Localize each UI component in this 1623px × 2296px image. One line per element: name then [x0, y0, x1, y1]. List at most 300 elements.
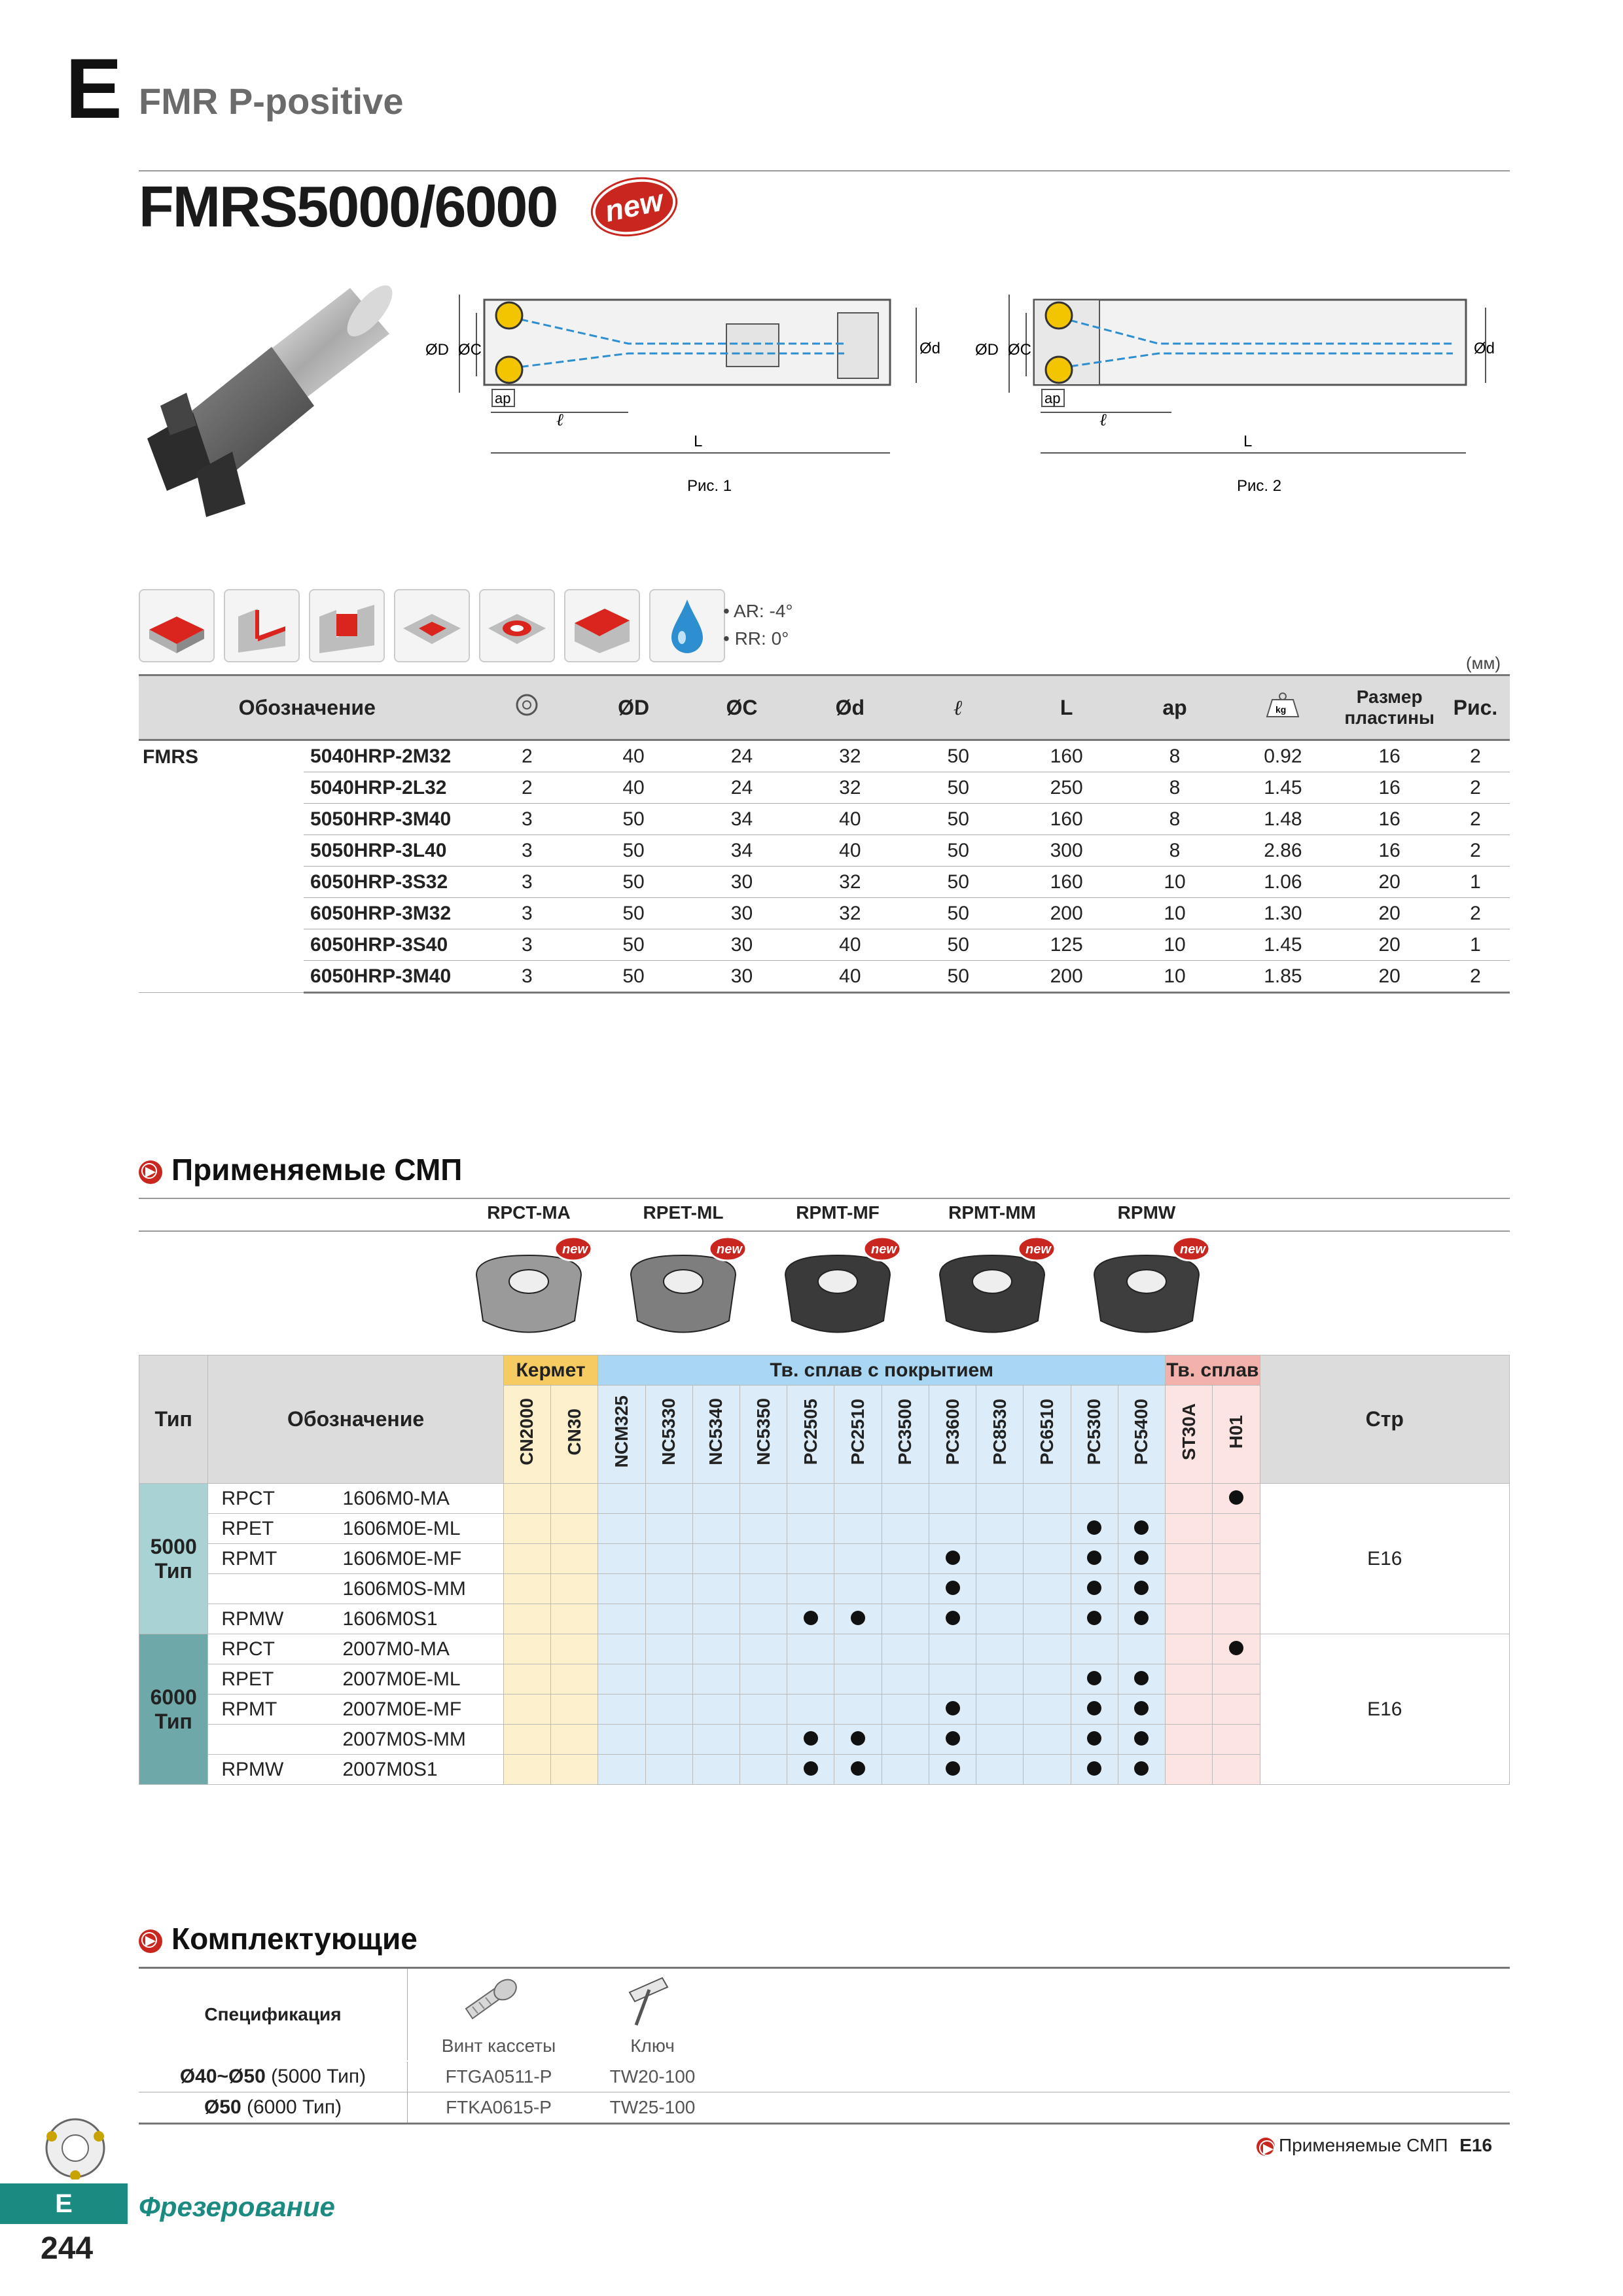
grade-cell — [692, 1544, 740, 1574]
page-number: 244 — [41, 2231, 94, 2266]
spec-cell-size: 16 — [1338, 835, 1441, 867]
grade-cell — [503, 1755, 550, 1785]
spec-cell-C: 34 — [688, 804, 795, 835]
grade-cell — [740, 1574, 787, 1604]
grade-cell — [1024, 1484, 1071, 1514]
spec-cell-D: 50 — [579, 867, 688, 898]
spec-cell-C: 24 — [688, 772, 795, 804]
grade-cell — [645, 1574, 692, 1604]
grade-cell — [1024, 1664, 1071, 1695]
availability-dot — [946, 1611, 960, 1625]
insert-image — [1075, 1229, 1219, 1347]
insert-code: 2007M0S1 — [329, 1755, 503, 1785]
spec-row — [139, 835, 1510, 867]
grade-name: ST30A — [1178, 1403, 1199, 1461]
grade-cell — [503, 1514, 550, 1544]
grade-cell — [692, 1755, 740, 1785]
spec-cell-kg: 1.30 — [1228, 898, 1338, 929]
spec-cell-L: 250 — [1012, 772, 1122, 804]
grade-header — [1166, 1386, 1213, 1484]
group-carbide: Тв. сплав — [1166, 1355, 1260, 1386]
grade-cell — [882, 1634, 929, 1664]
availability-dot — [1087, 1611, 1101, 1625]
spec-cell-l: 50 — [905, 898, 1012, 929]
col-L: L — [1012, 675, 1122, 740]
group-cermet: Кермет — [503, 1355, 597, 1386]
insert-image — [611, 1229, 755, 1347]
grade-cell — [976, 1725, 1024, 1755]
grade-cell — [740, 1544, 787, 1574]
col-weight — [1228, 675, 1338, 740]
insert-name: RPMT-MF — [796, 1202, 880, 1223]
availability-dot — [1087, 1671, 1101, 1685]
grade-cell — [1071, 1574, 1118, 1604]
availability-dot — [1087, 1731, 1101, 1746]
grade-cell — [976, 1574, 1024, 1604]
grade-cell — [740, 1695, 787, 1725]
grade-cell — [692, 1604, 740, 1634]
spec-cell-kg: 0.92 — [1228, 740, 1338, 772]
grade-cell — [787, 1695, 834, 1725]
arrow-circle-icon — [1257, 2138, 1275, 2156]
availability-dot — [851, 1761, 865, 1776]
spec-cell-l: 50 — [905, 804, 1012, 835]
spec-cell-D: 50 — [579, 929, 688, 961]
fig2-label-d: Ød — [1474, 340, 1495, 357]
col-insert-size: Размер пластины — [1338, 675, 1441, 740]
grade-header — [551, 1386, 598, 1484]
grade-name: NC5340 — [705, 1398, 726, 1465]
spec-cell-C: 30 — [688, 961, 795, 993]
grade-cell — [834, 1755, 882, 1785]
grade-cell — [882, 1604, 929, 1634]
insert-code: 2007M0E-MF — [329, 1695, 503, 1725]
grade-cell — [1024, 1574, 1071, 1604]
grade-cell — [1071, 1725, 1118, 1755]
availability-dot — [1134, 1761, 1149, 1776]
spec-cell-size: 16 — [1338, 740, 1441, 772]
section-letter: E — [65, 41, 122, 136]
spec-cell-z: 3 — [476, 929, 579, 961]
spec-cell-size: 20 — [1338, 898, 1441, 929]
footer-section-name: Фрезерование — [139, 2191, 335, 2222]
grade-cell — [1166, 1755, 1213, 1785]
grade-cell — [1071, 1514, 1118, 1544]
screw-code: FTGA0511-P — [445, 2066, 552, 2087]
insert-family: RPMW — [208, 1755, 330, 1785]
spec-cell-d: 40 — [795, 961, 905, 993]
spec-row — [139, 898, 1510, 929]
grade-cell — [929, 1755, 976, 1785]
fig1-label-ap: ap — [495, 390, 511, 406]
grade-cell — [882, 1755, 929, 1785]
grade-cell — [1118, 1484, 1165, 1514]
col-d: Ød — [795, 675, 905, 740]
grade-cell — [1213, 1634, 1260, 1664]
insert-code: 1606M0E-ML — [329, 1514, 503, 1544]
grade-header — [976, 1386, 1024, 1484]
grade-cell — [645, 1544, 692, 1574]
grade-cell — [551, 1755, 598, 1785]
spec-cell-d: 40 — [795, 804, 905, 835]
grade-cell — [834, 1514, 882, 1544]
grade-cell — [692, 1725, 740, 1755]
grade-name: PC3500 — [895, 1398, 916, 1465]
applicability-table — [139, 1355, 1510, 1785]
availability-dot — [946, 1731, 960, 1746]
grade-cell — [882, 1544, 929, 1574]
grade-cell — [598, 1634, 645, 1664]
insert-code: 2007M0S-MM — [329, 1725, 503, 1755]
grade-cell — [1071, 1604, 1118, 1634]
grade-cell — [1166, 1634, 1213, 1664]
grade-cell — [787, 1604, 834, 1634]
grade-header — [692, 1386, 740, 1484]
insert-item — [452, 1203, 606, 1354]
insert-family: RPMT — [208, 1544, 330, 1574]
grade-cell — [1213, 1755, 1260, 1785]
availability-dot — [1134, 1701, 1149, 1715]
spec-cell-kg: 1.85 — [1228, 961, 1338, 993]
grade-name: NCM325 — [611, 1395, 632, 1468]
availability-dot — [804, 1611, 818, 1625]
grade-cell — [503, 1725, 550, 1755]
grade-cell — [692, 1514, 740, 1544]
availability-dot — [946, 1701, 960, 1715]
grade-cell — [1118, 1695, 1165, 1725]
col-teeth — [476, 675, 579, 740]
grade-cell — [834, 1695, 882, 1725]
insert-gallery — [452, 1203, 1276, 1354]
type-label: 6000 Тип — [139, 1634, 208, 1785]
availability-dot — [1087, 1551, 1101, 1565]
grade-cell — [1071, 1484, 1118, 1514]
insert-item — [915, 1203, 1069, 1354]
grade-cell — [1213, 1574, 1260, 1604]
product-photo — [134, 275, 442, 537]
fig2-label-l: ℓ — [1099, 410, 1107, 429]
spec-cell-D: 50 — [579, 898, 688, 929]
accessories-heading — [139, 1921, 418, 1956]
angle-rr: • RR: 0° — [723, 628, 789, 649]
grade-cell — [787, 1755, 834, 1785]
grade-name: PC8530 — [989, 1398, 1010, 1465]
col-spec: Спецификация — [139, 1969, 408, 2060]
grade-cell — [645, 1514, 692, 1544]
grade-header — [598, 1386, 645, 1484]
spec-cell-L: 200 — [1012, 961, 1122, 993]
grade-cell — [1024, 1725, 1071, 1755]
insert-code: 1606M0S1 — [329, 1604, 503, 1634]
grade-cell — [598, 1725, 645, 1755]
grade-cell — [1213, 1484, 1260, 1514]
spec-cell-fig: 2 — [1441, 898, 1510, 929]
pocketing-icon — [394, 589, 470, 662]
arrow-circle-icon — [139, 1929, 162, 1953]
insert-item — [760, 1203, 915, 1354]
grade-cell — [692, 1695, 740, 1725]
spec-cell-code: 6050HRP-3M32 — [304, 898, 476, 929]
drawing-fig2 — [969, 281, 1512, 497]
grade-cell — [740, 1604, 787, 1634]
insert-family: RPCT — [208, 1484, 330, 1514]
grade-name: H01 — [1225, 1414, 1246, 1449]
col-screw: Винт кассеты — [441, 2036, 556, 2056]
grade-header — [1213, 1386, 1260, 1484]
spec-cell-l: 50 — [905, 835, 1012, 867]
grade-cell — [882, 1695, 929, 1725]
spec-cell-z: 2 — [476, 740, 579, 772]
availability-dot — [851, 1611, 865, 1625]
grade-cell — [882, 1664, 929, 1695]
grade-cell — [598, 1484, 645, 1514]
inserts-divider — [139, 1198, 1510, 1199]
spec-cell-ap: 10 — [1122, 867, 1228, 898]
insert-row — [139, 1484, 1510, 1514]
spec-row — [139, 929, 1510, 961]
spec-cell-z: 3 — [476, 961, 579, 993]
key-code: TW20-100 — [609, 2066, 696, 2087]
spec-cell-code: 5050HRP-3M40 — [304, 804, 476, 835]
new-badge: new — [588, 172, 681, 242]
grade-cell — [503, 1634, 550, 1664]
insert-image — [457, 1229, 601, 1347]
insert-name: RPCT-MA — [487, 1202, 571, 1223]
grade-cell — [1071, 1664, 1118, 1695]
grade-cell — [787, 1664, 834, 1695]
grade-cell — [692, 1634, 740, 1664]
grade-cell — [787, 1725, 834, 1755]
grade-cell — [976, 1695, 1024, 1725]
accessory-row — [139, 2092, 1510, 2125]
ramping-icon — [564, 589, 640, 662]
section-title: FMR P-positive — [139, 81, 404, 122]
availability-dot — [946, 1551, 960, 1565]
spec-cell-z: 3 — [476, 804, 579, 835]
grade-cell — [834, 1634, 882, 1664]
drawing-fig1 — [419, 281, 942, 497]
grade-cell — [976, 1755, 1024, 1785]
insert-family — [208, 1725, 330, 1755]
spec-cell-code: 6050HRP-3M40 — [304, 961, 476, 993]
grade-cell — [740, 1634, 787, 1664]
group-coated: Тв. сплав с покрытием — [598, 1355, 1166, 1386]
spec-cell-C: 24 — [688, 740, 795, 772]
spec-cell-L: 160 — [1012, 740, 1122, 772]
accessory-type: (5000 Тип) — [265, 2066, 366, 2087]
grade-cell — [598, 1514, 645, 1544]
grade-cell — [598, 1574, 645, 1604]
grade-name: PC2505 — [800, 1398, 821, 1465]
grade-cell — [598, 1755, 645, 1785]
spec-cell-ap: 8 — [1122, 835, 1228, 867]
grade-cell — [834, 1574, 882, 1604]
availability-dot — [851, 1731, 865, 1746]
grade-header — [787, 1386, 834, 1484]
spec-cell-code: 5040HRP-2M32 — [304, 740, 476, 772]
inserts-heading — [139, 1152, 462, 1187]
grade-cell — [1166, 1725, 1213, 1755]
accessories-heading-text: Комплектующие — [171, 1922, 418, 1956]
grade-cell — [551, 1544, 598, 1574]
grade-cell — [834, 1544, 882, 1574]
grade-cell — [1071, 1755, 1118, 1785]
grade-cell — [1071, 1695, 1118, 1725]
spec-cell-ap: 10 — [1122, 929, 1228, 961]
key-code: TW25-100 — [609, 2097, 696, 2117]
spec-cell-d: 32 — [795, 867, 905, 898]
insert-item — [606, 1203, 760, 1354]
insert-family: RPET — [208, 1664, 330, 1695]
spec-cell-d: 40 — [795, 835, 905, 867]
spec-cell-l: 50 — [905, 929, 1012, 961]
grade-cell — [1166, 1484, 1213, 1514]
screw-icon — [453, 1973, 525, 2032]
spec-cell-z: 3 — [476, 898, 579, 929]
grade-header — [1071, 1386, 1118, 1484]
col-key: Ключ — [630, 2036, 675, 2056]
inserts-heading-text: Применяемые СМП — [171, 1153, 463, 1187]
availability-dot — [1087, 1520, 1101, 1535]
col-type: Тип — [139, 1355, 208, 1484]
availability-dot — [946, 1581, 960, 1595]
grade-cell — [929, 1514, 976, 1544]
accessory-type: (6000 Тип) — [241, 2096, 342, 2118]
grade-cell — [929, 1604, 976, 1634]
screw-code: FTKA0615-P — [446, 2097, 552, 2117]
grade-cell — [1118, 1544, 1165, 1574]
grade-cell — [787, 1544, 834, 1574]
col-insert-code: Обозначение — [208, 1355, 503, 1484]
grade-header — [503, 1386, 550, 1484]
fig2-label-L: L — [1243, 433, 1253, 450]
grade-cell — [1118, 1604, 1165, 1634]
spec-cell-D: 50 — [579, 961, 688, 993]
spec-row — [139, 867, 1510, 898]
spec-cell-code: 5040HRP-2L32 — [304, 772, 476, 804]
col-ap: ap — [1122, 675, 1228, 740]
product-title: FMRS5000/6000 — [139, 174, 558, 239]
spec-cell-L: 125 — [1012, 929, 1122, 961]
key-icon — [616, 1973, 688, 2032]
page-ref[interactable]: E16 — [1260, 1634, 1509, 1785]
accessories-header — [139, 1969, 1510, 2060]
spec-row — [139, 772, 1510, 804]
spec-cell-kg: 1.45 — [1228, 929, 1338, 961]
grade-cell — [645, 1725, 692, 1755]
grade-name: PC5300 — [1084, 1398, 1105, 1465]
grade-cell — [929, 1725, 976, 1755]
grade-name: PC2510 — [847, 1398, 868, 1465]
spec-cell-kg: 2.86 — [1228, 835, 1338, 867]
grade-cell — [1213, 1695, 1260, 1725]
grade-cell — [1118, 1514, 1165, 1544]
grade-cell — [882, 1574, 929, 1604]
grade-cell — [929, 1664, 976, 1695]
page-ref[interactable]: E16 — [1260, 1484, 1509, 1634]
insert-name: RPMT-MM — [948, 1202, 1036, 1223]
availability-dot — [1134, 1520, 1149, 1535]
spec-cell-code: 5050HRP-3L40 — [304, 835, 476, 867]
grade-cell — [598, 1544, 645, 1574]
availability-dot — [946, 1761, 960, 1776]
grade-cell — [787, 1634, 834, 1664]
grade-cell — [645, 1604, 692, 1634]
spec-cell-code: 6050HRP-3S32 — [304, 867, 476, 898]
spec-cell-L: 160 — [1012, 804, 1122, 835]
new-badge: new — [562, 1242, 588, 1257]
grade-cell — [976, 1544, 1024, 1574]
grade-cell — [1166, 1695, 1213, 1725]
grade-cell — [551, 1514, 598, 1544]
grade-cell — [976, 1514, 1024, 1544]
spec-cell-z: 2 — [476, 772, 579, 804]
availability-dot — [1229, 1641, 1243, 1655]
spec-cell-L: 300 — [1012, 835, 1122, 867]
grade-cell — [740, 1664, 787, 1695]
unit-label: (мм) — [1466, 653, 1501, 673]
spec-cell-ap: 8 — [1122, 772, 1228, 804]
spec-row — [139, 740, 1510, 772]
spec-cell-fig: 1 — [1441, 867, 1510, 898]
accessory-row — [139, 2062, 1510, 2092]
coolant-icon — [649, 589, 725, 662]
grade-cell — [1024, 1544, 1071, 1574]
spec-cell-fig: 2 — [1441, 804, 1510, 835]
spec-cell-D: 50 — [579, 804, 688, 835]
grade-cell — [1166, 1544, 1213, 1574]
weight-icon — [1264, 691, 1301, 719]
spec-cell-ap: 8 — [1122, 804, 1228, 835]
footer-link[interactable] — [1257, 2135, 1492, 2156]
spec-cell-C: 30 — [688, 929, 795, 961]
spec-cell-L: 200 — [1012, 898, 1122, 929]
grade-cell — [692, 1484, 740, 1514]
arrow-circle-icon — [139, 1160, 162, 1184]
grade-cell — [882, 1484, 929, 1514]
grade-cell — [503, 1574, 550, 1604]
spec-cell-l: 50 — [905, 961, 1012, 993]
grade-name: PC5400 — [1131, 1398, 1152, 1465]
new-badge: new — [717, 1242, 742, 1257]
grade-cell — [787, 1514, 834, 1544]
footer-link-page: E16 — [1459, 2135, 1493, 2155]
grade-cell — [882, 1725, 929, 1755]
spec-cell-size: 16 — [1338, 804, 1441, 835]
fig1-caption: Рис. 1 — [687, 477, 732, 495]
availability-dot — [1087, 1701, 1101, 1715]
grade-header — [740, 1386, 787, 1484]
availability-dot — [804, 1731, 818, 1746]
slotting-icon — [309, 589, 385, 662]
grade-cell — [976, 1604, 1024, 1634]
insert-family: RPET — [208, 1514, 330, 1544]
insert-code: 2007M0E-ML — [329, 1664, 503, 1695]
spec-table — [139, 674, 1510, 994]
grade-cell — [692, 1664, 740, 1695]
col-C: ØC — [688, 675, 795, 740]
spec-cell-kg: 1.06 — [1228, 867, 1338, 898]
spec-cell-kg: 1.45 — [1228, 772, 1338, 804]
grade-cell — [929, 1574, 976, 1604]
helical-interpolation-icon — [479, 589, 555, 662]
grade-cell — [740, 1514, 787, 1544]
grade-cell — [503, 1695, 550, 1725]
spec-cell-D: 50 — [579, 835, 688, 867]
spec-cell-C: 30 — [688, 898, 795, 929]
grade-name: NC5350 — [753, 1398, 774, 1465]
fig2-label-C: ØC — [1008, 341, 1031, 359]
